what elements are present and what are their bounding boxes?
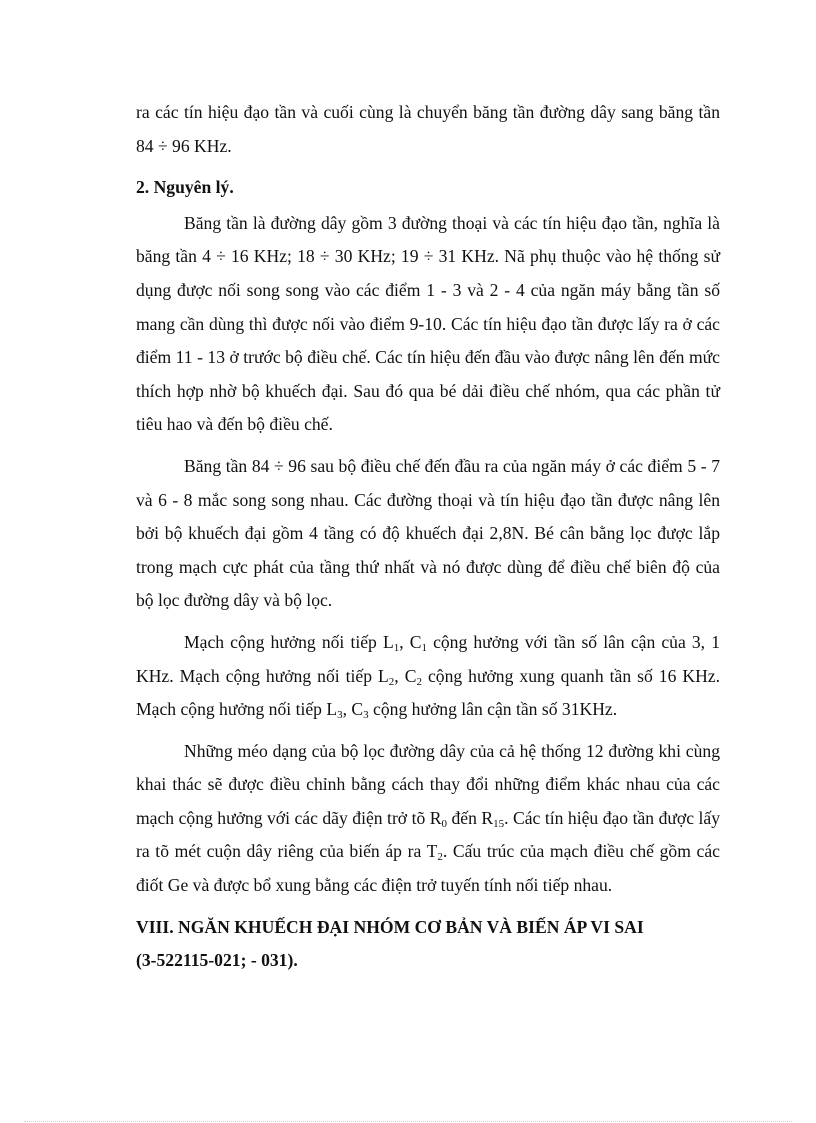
section-heading-amplifier-code: (3-522115-021; - 031). (136, 950, 298, 971)
section-heading-amplifier: VIII. NGĂN KHUẾCH ĐẠI NHÓM CƠ BẢN VÀ BIẾN ÁP VI SAI (136, 916, 644, 937)
paragraph-distortion-correction: Những méo dạng của bộ lọc đường dây của cả hệ thống 12 đường khi cùng khai thác sẽ được điều chỉnh bằng cách thay đổi những điểm khác nhau của các mạch cộng hưởng với các dãy điện trở tõ $R_0$ đến $R_{15}$. Các tín hiệu đạo tần được lấy ra tõ mét cuộn dây riêng của biến áp ra $T_2$. Cấu trúc của mạch điều chế gồm các điốt Ge và được bổ xung bằng các điện trở tuyến tính nối tiếp nhau. (136, 740, 720, 896)
section-heading-principle: 2. Nguyên lý. (136, 177, 234, 198)
intro-paragraph: ra các tín hiệu đạo tần và cuối cùng là chuyển băng tần đường dây sang băng tần 84 ÷ 96 KHz. (136, 102, 720, 156)
paragraph-resonance-circuits: Mạch cộng hưởng nối tiếp $L_1$, $C_1$ cộng hưởng với tần số lân cận của 3, 1 KHz. Mạch cộng hưởng nối tiếp $L_2$, $C_2$ cộng hưởng xung quanh tần số 16 KHz. Mạch cộng hưởng nối tiếp $L_3$, $C_3$ cộng hưởng lân cận tần số 31KHz. (136, 631, 721, 722)
paragraph-band-description: Băng tần là đường dây gồm 3 đường thoại và các tín hiệu đạo tần, nghĩa là băng tần 4 ÷ 16 KHz; 18 ÷ 30 KHz; 19 ÷ 31 KHz. Nã phụ thuộc vào hệ thống sử dụng được nối song song vào các điểm 1 - 3 và 2 - 4 của ngăn máy bằng tần số mang cần dùng thì được nối vào điểm 9-10. Các tín hiệu đạo tần được lấy ra ở các điểm 11 - 13 ở trước bộ điều chế. Các tín hiệu đến đầu vào được nâng lên đến mức thích hợp nhờ bộ khuếch đại. Sau đó qua bé dải điều chế nhóm, qua các phần tử tiêu hao và đến bộ điều chế. (136, 212, 720, 435)
page-content (136, 96, 720, 978)
paragraph-output-band: Băng tần 84 ÷ 96 sau bộ điều chế đến đầu ra của ngăn máy ở các điểm 5 - 7 và 6 - 8 mắc song song nhau. Các đường thoại và tín hiệu đạo tần được nâng lên bởi bộ khuếch đại gồm 4 tầng có độ khuếch đại 2,8N. Bé cân bằng lọc được lắp trong mạch cực phát của tầng thứ nhất và nó được dùng để điều chế biên độ của bộ lọc đường dây và bộ lọc. (136, 455, 720, 611)
page-bottom-divider (24, 1121, 792, 1122)
